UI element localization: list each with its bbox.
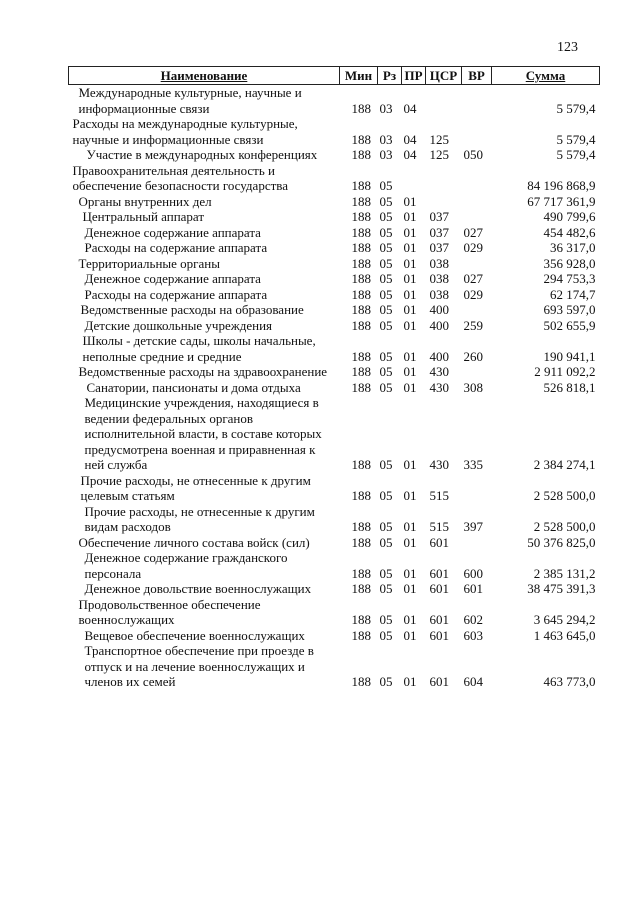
table-row [69, 256, 600, 272]
cell-vr [462, 473, 492, 504]
cell-rz: 05 [379, 379, 393, 395]
cell-name: Расходы на содержание аппарата [84, 286, 268, 302]
table-body [69, 85, 600, 690]
cell-pr: 01 [403, 255, 417, 271]
table-row [69, 318, 600, 334]
cell-vr: 603 [463, 627, 483, 643]
cell-pr: 01 [403, 302, 417, 317]
table-row [69, 209, 600, 225]
cell-pr: 01 [403, 565, 417, 581]
cell-name: Ведомственные расходы на здравоохранение [78, 364, 328, 379]
cell-name: Обеспечение личного состава войск (сил) [78, 534, 310, 550]
cell-csr: 125 [429, 147, 449, 162]
cell-vr [462, 85, 492, 117]
cell-rz: 05 [379, 534, 393, 550]
cell-sum: 5 579,4 [556, 100, 596, 116]
cell-sum: 38 475 391,3 [527, 581, 596, 596]
cell-min: 188 [351, 271, 371, 286]
cell-name: Медицинские учреждения, находящиеся в ведении федеральных органов исполнительной власти, в составе которых предусмотрена военная и приравненная к ней служба [84, 395, 322, 472]
cell-min: 188 [351, 240, 371, 255]
cell-rz: 05 [379, 317, 393, 333]
cell-rz: 05 [379, 457, 393, 472]
cell-csr: 430 [429, 379, 449, 395]
cell-csr: 601 [429, 627, 449, 643]
cell-csr: 601 [429, 581, 449, 596]
header-min: Мин [340, 67, 378, 85]
cell-min: 188 [351, 488, 371, 503]
cell-rz: 05 [379, 224, 393, 240]
header-vr: ВР [462, 67, 492, 85]
cell-vr: 601 [463, 581, 483, 596]
cell-min: 188 [351, 147, 371, 162]
cell-pr: 01 [403, 457, 417, 472]
cell-csr: 515 [429, 488, 449, 503]
cell-min: 188 [351, 627, 371, 643]
cell-rz: 05 [379, 674, 393, 689]
header-pr: ПР [402, 67, 426, 85]
cell-rz: 05 [379, 271, 393, 286]
table-row [69, 271, 600, 287]
cell-csr [426, 85, 462, 117]
table-row [69, 333, 600, 364]
table-row [69, 116, 600, 147]
table-row [69, 473, 600, 504]
cell-csr: 037 [429, 224, 449, 240]
cell-csr: 601 [429, 612, 449, 627]
cell-pr: 01 [403, 317, 417, 333]
cell-csr: 125 [429, 131, 449, 147]
cell-name: Прочие расходы, не отнесенные к другим видам расходов [84, 503, 315, 534]
cell-name: Правоохранительная деятельность и обеспечение безопасности государства [72, 162, 289, 193]
cell-name: Школы - детские сады, школы начальные, неполные средние и средние [82, 333, 316, 364]
cell-rz: 03 [379, 131, 393, 147]
cell-min: 188 [351, 224, 371, 240]
cell-sum: 463 773,0 [543, 674, 596, 689]
cell-name: Международные культурные, научные и информационные связи [78, 85, 302, 116]
table-row [69, 581, 600, 597]
cell-min: 188 [351, 193, 371, 209]
cell-vr: 602 [463, 612, 483, 627]
table-row [69, 225, 600, 241]
cell-sum: 1 463 645,0 [533, 627, 596, 643]
cell-rz: 05 [379, 178, 393, 193]
cell-min: 188 [351, 100, 371, 116]
cell-sum: 5 579,4 [556, 131, 596, 147]
cell-vr: 600 [463, 565, 483, 581]
cell-name: Вещевое обеспечение военнослужащих [84, 627, 305, 643]
cell-pr: 01 [403, 379, 417, 395]
cell-sum: 2 384 274,1 [533, 457, 596, 472]
cell-sum: 2 528 500,0 [533, 519, 596, 534]
cell-rz: 05 [379, 193, 393, 209]
cell-name: Транспортное обеспечение при проезде в отпуск и на лечение военнослужащих и членов их семей [84, 643, 314, 689]
cell-pr: 04 [403, 147, 417, 162]
cell-pr: 01 [403, 240, 417, 255]
table-row [69, 163, 600, 194]
cell-sum: 5 579,4 [556, 147, 596, 162]
table-row [69, 194, 600, 210]
header-name: Наименование [69, 67, 340, 85]
table-header [69, 67, 600, 85]
header-rz: Рз [378, 67, 402, 85]
cell-csr: 038 [429, 271, 449, 286]
cell-min: 188 [351, 457, 371, 472]
cell-vr [462, 535, 492, 551]
cell-csr [426, 163, 462, 194]
cell-csr: 601 [429, 534, 449, 550]
cell-sum: 36 317,0 [550, 240, 596, 255]
cell-vr [462, 364, 492, 380]
table-row [69, 395, 600, 473]
cell-name: Продовольственное обеспечение военнослужащих [78, 596, 261, 627]
cell-min: 188 [351, 534, 371, 550]
cell-rz: 05 [379, 209, 393, 224]
cell-pr: 01 [403, 286, 417, 302]
cell-name: Ведомственные расходы на образование [80, 302, 304, 317]
cell-pr: 01 [403, 193, 417, 209]
cell-name: Территориальные органы [78, 255, 220, 271]
cell-min: 188 [351, 581, 371, 596]
cell-name: Центральный аппарат [82, 209, 205, 224]
cell-rz: 05 [379, 255, 393, 271]
cell-name: Органы внутренних дел [78, 193, 212, 209]
cell-pr: 01 [403, 581, 417, 596]
cell-rz: 03 [379, 100, 393, 116]
cell-sum: 2 528 500,0 [533, 488, 596, 503]
table-row [69, 643, 600, 690]
cell-csr: 400 [429, 317, 449, 333]
cell-vr: 259 [463, 317, 483, 333]
cell-csr: 601 [429, 674, 449, 689]
cell-pr: 01 [403, 519, 417, 534]
budget-table [68, 66, 600, 690]
cell-min: 188 [351, 674, 371, 689]
header-sum: Сумма [492, 67, 600, 85]
cell-min: 188 [351, 302, 371, 317]
cell-name: Расходы на международные культурные, научные и информационные связи [72, 116, 298, 147]
cell-sum: 2 911 092,2 [534, 364, 596, 379]
cell-pr: 01 [403, 612, 417, 627]
table-row [69, 302, 600, 318]
cell-pr: 04 [403, 131, 417, 147]
cell-rz: 05 [379, 565, 393, 581]
cell-vr: 260 [463, 348, 483, 364]
cell-vr: 029 [463, 286, 483, 302]
cell-csr [426, 194, 462, 210]
cell-sum: 67 717 361,9 [527, 193, 596, 209]
cell-rz: 05 [379, 581, 393, 596]
cell-pr: 01 [403, 209, 417, 224]
cell-vr: 027 [463, 271, 483, 286]
cell-sum: 2 385 131,2 [533, 565, 596, 581]
table-row [69, 504, 600, 535]
cell-csr: 430 [429, 457, 449, 472]
cell-rz: 05 [379, 627, 393, 643]
cell-csr: 515 [429, 519, 449, 534]
cell-rz: 05 [379, 348, 393, 364]
table-row [69, 628, 600, 644]
cell-sum: 84 196 868,9 [527, 178, 596, 193]
cell-min: 188 [351, 519, 371, 534]
cell-sum: 294 753,3 [543, 271, 596, 286]
cell-vr: 027 [463, 224, 483, 240]
cell-vr: 050 [463, 147, 483, 162]
cell-sum: 62 174,7 [550, 286, 596, 302]
cell-min: 188 [351, 255, 371, 271]
cell-pr: 01 [403, 348, 417, 364]
cell-sum: 490 799,6 [543, 209, 596, 224]
cell-name: Расходы на содержание аппарата [84, 240, 268, 255]
cell-rz: 05 [379, 302, 393, 317]
cell-name: Участие в международных конференциях [86, 147, 318, 162]
cell-vr: 335 [463, 457, 483, 472]
cell-pr: 01 [403, 271, 417, 286]
table-row [69, 364, 600, 380]
cell-min: 188 [351, 565, 371, 581]
cell-pr: 04 [403, 100, 417, 116]
cell-csr: 038 [429, 286, 449, 302]
cell-rz: 05 [379, 364, 393, 379]
cell-vr: 397 [463, 519, 483, 534]
table-row [69, 535, 600, 551]
cell-vr: 308 [463, 379, 483, 395]
cell-rz: 05 [379, 488, 393, 503]
cell-min: 188 [351, 348, 371, 364]
cell-name: Денежное довольствие военнослужащих [84, 581, 312, 596]
cell-vr: 604 [463, 674, 483, 689]
cell-name: Санатории, пансионаты и дома отдыха [86, 379, 301, 395]
cell-rz: 05 [379, 240, 393, 255]
cell-csr: 038 [429, 255, 449, 271]
cell-csr: 400 [429, 302, 449, 317]
cell-pr: 01 [403, 224, 417, 240]
cell-rz: 05 [379, 519, 393, 534]
cell-rz: 05 [379, 612, 393, 627]
cell-sum: 50 376 825,0 [527, 534, 596, 550]
cell-pr: 01 [403, 627, 417, 643]
cell-sum: 693 597,0 [543, 302, 596, 317]
cell-csr: 601 [429, 565, 449, 581]
cell-pr: 01 [403, 488, 417, 503]
table-row [69, 597, 600, 628]
cell-min: 188 [351, 286, 371, 302]
cell-pr: 01 [403, 364, 417, 379]
cell-name: Детские дошкольные учреждения [84, 317, 273, 333]
cell-vr: 029 [463, 240, 483, 255]
table-row [69, 550, 600, 581]
cell-min: 188 [351, 364, 371, 379]
cell-min: 188 [351, 317, 371, 333]
table-row [69, 240, 600, 256]
cell-pr: 01 [403, 674, 417, 689]
cell-csr: 037 [429, 240, 449, 255]
cell-min: 188 [351, 178, 371, 193]
cell-pr: 01 [403, 534, 417, 550]
cell-sum: 190 941,1 [543, 348, 596, 364]
cell-vr [462, 302, 492, 318]
cell-sum: 502 655,9 [543, 317, 596, 333]
cell-rz: 03 [379, 147, 393, 162]
cell-sum: 356 928,0 [543, 255, 596, 271]
cell-name: Денежное содержание аппарата [84, 271, 261, 286]
cell-min: 188 [351, 379, 371, 395]
cell-vr [462, 116, 492, 147]
table-row [69, 147, 600, 163]
cell-csr: 430 [429, 364, 449, 379]
cell-name: Денежное содержание гражданского персонала [84, 550, 288, 581]
header-csr: ЦСР [426, 67, 462, 85]
table-row [69, 380, 600, 396]
cell-vr [462, 194, 492, 210]
cell-csr: 037 [429, 209, 449, 224]
cell-vr [462, 163, 492, 194]
cell-rz: 05 [379, 286, 393, 302]
cell-sum: 3 645 294,2 [533, 612, 596, 627]
cell-min: 188 [351, 612, 371, 627]
table-row [69, 85, 600, 117]
page-number: 123 [557, 40, 578, 55]
cell-sum: 526 818,1 [543, 379, 596, 395]
cell-sum: 454 482,6 [543, 224, 596, 240]
cell-vr [462, 209, 492, 225]
cell-name: Прочие расходы, не отнесенные к другим целевым статьям [80, 472, 311, 503]
table-row [69, 287, 600, 303]
cell-vr [462, 256, 492, 272]
cell-pr [402, 163, 426, 194]
cell-min: 188 [351, 131, 371, 147]
cell-min: 188 [351, 209, 371, 224]
cell-name: Денежное содержание аппарата [84, 224, 261, 240]
cell-csr: 400 [429, 348, 449, 364]
